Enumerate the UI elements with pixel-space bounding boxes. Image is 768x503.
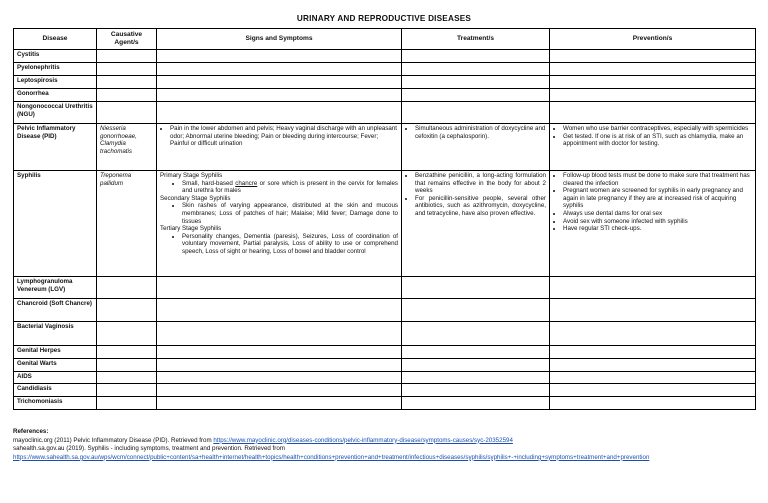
disease-cell: AIDS <box>14 372 97 384</box>
agent-cell <box>97 384 157 397</box>
signs-list <box>160 233 398 256</box>
prevention-cell <box>550 359 756 372</box>
signs-cell <box>157 171 402 277</box>
list-item: • Women who use barrier contraceptives, especially with spermicides <box>563 125 752 133</box>
signs-cell <box>157 277 402 299</box>
reference-text: sahealth.sa.gov.au (2019). Syphilis - including symptoms, treatment and prevention. Retrieved from <box>13 445 285 453</box>
signs-cell <box>157 102 402 124</box>
reference-item <box>13 445 758 462</box>
agent-cell <box>97 372 157 384</box>
treatment-cell <box>402 89 550 102</box>
references-heading: References: <box>13 428 49 435</box>
list-item: • Skin rashes of varying appearance, distributed at the skin and mucous membranes; Loss of patches of hair; Malaise; Mild fever; Damage done to tissues <box>182 202 398 225</box>
list-item: • Pain in the lower abdomen and pelvis; Heavy vaginal discharge with an unpleasant odor; Abnormal uterine bleeding; Pain or bleeding during intercourse; Fever; Painful or difficult urination <box>170 125 398 148</box>
table-row <box>14 372 756 384</box>
signs-cell <box>157 397 402 410</box>
agent-cell <box>97 359 157 372</box>
prevention-cell <box>550 397 756 410</box>
prevention-cell <box>550 63 756 76</box>
treatment-cell <box>402 50 550 63</box>
signs-cell <box>157 359 402 372</box>
treatment-cell <box>402 171 550 277</box>
signs-cell <box>157 63 402 76</box>
reference-item <box>13 437 758 446</box>
signs-cell <box>157 372 402 384</box>
stage-heading: Secondary Stage Syphilis <box>160 194 231 202</box>
disease-cell: Trichomoniasis <box>14 397 97 410</box>
prevention-list <box>553 172 752 233</box>
prevention-cell <box>550 299 756 322</box>
prevention-cell <box>550 102 756 124</box>
signs-cell <box>157 50 402 63</box>
references <box>13 428 758 462</box>
treatment-cell <box>402 277 550 299</box>
disease-cell: Genital Herpes <box>14 346 97 359</box>
treatment-cell <box>402 299 550 322</box>
prevention-cell <box>550 50 756 63</box>
list-item: • Benzathine penicillin, a long-acting formulation that remains effective in the body for about 2 weeks <box>415 172 546 195</box>
prevention-list <box>553 125 752 148</box>
disease-cell: Syphilis <box>14 171 97 277</box>
treatment-cell <box>402 372 550 384</box>
prevention-cell <box>550 384 756 397</box>
list-item: • Avoid sex with someone infected with syphilis <box>563 218 752 226</box>
diseases-table <box>13 28 756 410</box>
prevention-cell <box>550 277 756 299</box>
agent-cell <box>97 397 157 410</box>
signs-list <box>160 180 398 195</box>
table-row <box>14 322 756 346</box>
prevention-cell <box>550 171 756 277</box>
table-row <box>14 124 756 171</box>
table-row <box>14 171 756 277</box>
list-item: • Simultaneous administration of doxycycline and cefoxitin (a cephalosporin). <box>415 125 546 140</box>
signs-list <box>160 202 398 225</box>
prevention-cell <box>550 346 756 359</box>
list-item: • Always use dental dams for oral sex <box>563 210 752 218</box>
stage-heading: Primary Stage Syphilis <box>160 172 223 179</box>
list-item: • Get tested. If one is at risk of an STI, such as chlamydia, make an appointment with doctor for testing. <box>563 133 752 148</box>
header-signs: Signs and Symptoms <box>157 29 402 50</box>
reference-link[interactable]: https://www.mayoclinic.org/diseases-conditions/pelvic-inflammatory-disease/symptoms-causes/syc-20352594 <box>213 436 513 444</box>
prevention-cell <box>550 89 756 102</box>
header-disease: Disease <box>14 29 97 50</box>
stage-heading: Tertiary Stage Syphilis <box>160 225 222 233</box>
disease-cell: Pelvic Inflammatory Disease (PID) <box>14 124 97 171</box>
table-row <box>14 50 756 63</box>
prevention-cell <box>550 76 756 89</box>
treatment-cell <box>402 322 550 346</box>
header-prevention: Prevention/s <box>550 29 756 50</box>
table-row <box>14 384 756 397</box>
treatment-list <box>405 172 546 218</box>
header-treatment: Treatment/s <box>402 29 550 50</box>
treatment-cell <box>402 76 550 89</box>
stage1-text-start: Small, hard-based <box>182 179 236 187</box>
agent-cell <box>97 76 157 89</box>
chancre-link[interactable]: chancre <box>235 179 258 187</box>
header-agent: Causative Agent/s <box>97 29 157 50</box>
disease-cell: Lymphogranuloma Venereum (LGV) <box>14 277 97 299</box>
table-row <box>14 346 756 359</box>
list-item <box>182 180 398 195</box>
agent-cell <box>97 299 157 322</box>
signs-cell <box>157 299 402 322</box>
table-row <box>14 359 756 372</box>
list-item: • For penicillin-sensitive people, several other antibiotics, such as azithromycin, doxycycline, and tetracycline, have also proven effective. <box>415 195 546 218</box>
agent-cell <box>97 346 157 359</box>
treatment-cell <box>402 346 550 359</box>
disease-cell: Gonorrhea <box>14 89 97 102</box>
disease-cell: Pyelonephritis <box>14 63 97 76</box>
signs-cell <box>157 124 402 171</box>
signs-cell <box>157 322 402 346</box>
signs-cell <box>157 76 402 89</box>
disease-cell: Genital Warts <box>14 359 97 372</box>
agent-cell <box>97 322 157 346</box>
agent-cell: Treponema pallidum <box>97 171 157 277</box>
treatment-list <box>405 125 546 140</box>
disease-cell: Leptospirosis <box>14 76 97 89</box>
agent-cell: Niesseria gonorrhoeae, Clamydia trachomatis <box>97 124 157 171</box>
table-row <box>14 63 756 76</box>
list-item: • Follow-up blood tests must be done to make sure that treatment has cleared the infection <box>563 172 752 187</box>
agent-cell <box>97 277 157 299</box>
treatment-cell <box>402 397 550 410</box>
table-row <box>14 277 756 299</box>
signs-list <box>160 125 398 148</box>
agent-cell <box>97 63 157 76</box>
prevention-cell <box>550 322 756 346</box>
disease-cell: Bacterial Vaginosis <box>14 322 97 346</box>
signs-cell <box>157 89 402 102</box>
treatment-cell <box>402 359 550 372</box>
table-row <box>14 89 756 102</box>
agent-cell <box>97 89 157 102</box>
disease-cell: Candidiasis <box>14 384 97 397</box>
signs-cell <box>157 384 402 397</box>
list-item: • Personality changes, Dementia (paresis), Seizures, Loss of coordination of voluntary movement, Partial paralysis, Loss of ability to use or comprehend speech, Loss of sight or hearing, Loss of bowel and bladder control <box>182 233 398 256</box>
prevention-cell <box>550 124 756 171</box>
agent-cell <box>97 50 157 63</box>
stage1-text-end: or sore which is present in the cervix for females and urethra for males <box>182 179 398 195</box>
table-row <box>14 102 756 124</box>
agent-cell <box>97 102 157 124</box>
reference-text: mayoclinic.org (2011) Pelvic Inflammatory Disease (PID). Retrieved from <box>13 436 214 444</box>
signs-cell <box>157 346 402 359</box>
treatment-cell <box>402 102 550 124</box>
header-row <box>14 29 756 50</box>
treatment-cell <box>402 384 550 397</box>
list-item: • Have regular STI check-ups. <box>563 225 752 233</box>
disease-cell: Cystitis <box>14 50 97 63</box>
table-row <box>14 299 756 322</box>
table-row <box>14 76 756 89</box>
treatment-cell <box>402 124 550 171</box>
reference-link[interactable]: https://www.sahealth.sa.gov.au/wps/wcm/connect/public+content/sa+health+internet/health+topics/health+conditions+prevention+and+treatment/infectious+diseases/syphilis/syphilis+-+including+symptoms+treatment+and+prevention <box>13 453 650 461</box>
table-row <box>14 397 756 410</box>
disease-cell: Chancroid (Soft Chancre) <box>14 299 97 322</box>
list-item: • Pregnant women are screened for syphilis in early pregnancy and again in late pregnancy if they are at increased risk of acquiring syphilis <box>563 187 752 210</box>
page-title: URINARY AND REPRODUCTIVE DISEASES <box>296 14 472 23</box>
treatment-cell <box>402 63 550 76</box>
prevention-cell <box>550 372 756 384</box>
disease-cell: Nongonococcal Urethritis (NGU) <box>14 102 97 124</box>
